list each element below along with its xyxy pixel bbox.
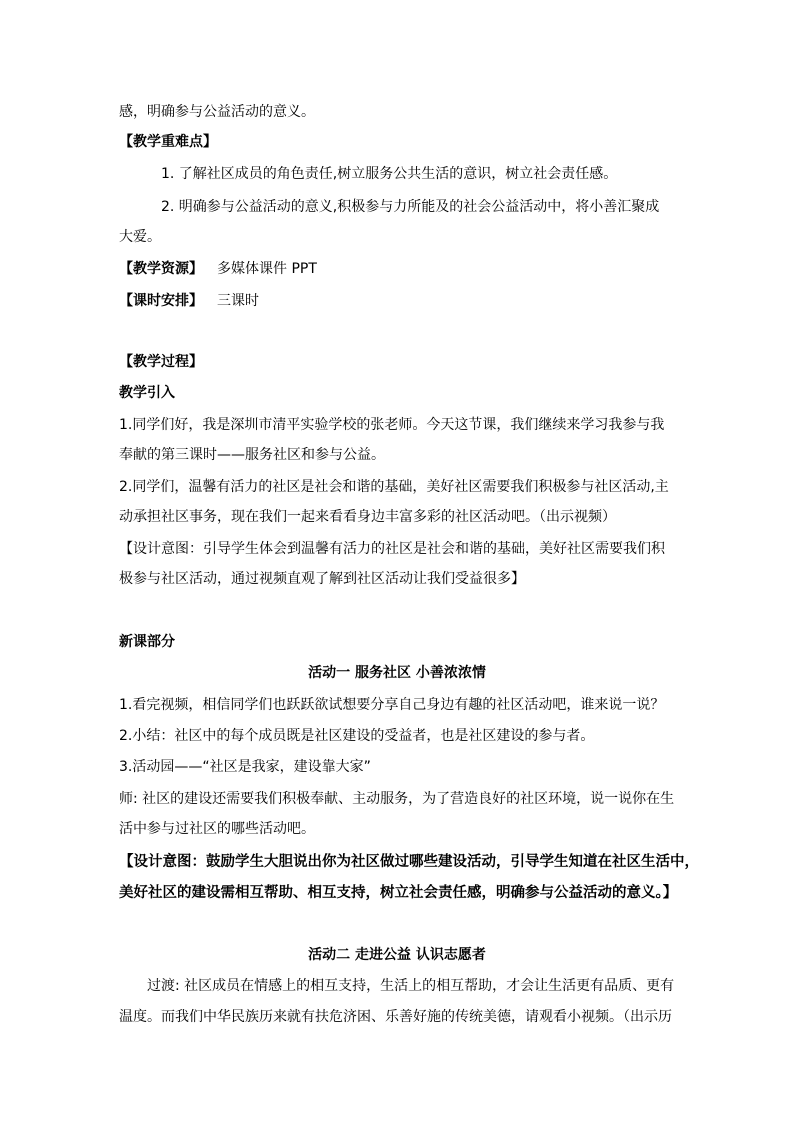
process-p1-line-2: 奉献的第三课时——服务社区和参与公益。 bbox=[119, 447, 385, 463]
design-intent-1-line-1: 【设计意图：引导学生体会到温馨有活力的社区是社会和谐的基础，美好社区需要我们积 bbox=[119, 541, 665, 557]
activity-2-title: 活动二 走进公益 认识志愿者 bbox=[308, 947, 486, 963]
resources-value: 多媒体课件 PPT bbox=[217, 261, 317, 277]
key-points-heading: 【教学重难点】 bbox=[119, 134, 217, 150]
key-point-2-line-2: 大爱。 bbox=[119, 229, 161, 245]
key-point-1: 1. 了解社区成员的角色责任,树立服务公共生活的意识，树立社会责任感。 bbox=[161, 166, 618, 182]
schedule-heading: 【课时安排】 bbox=[119, 293, 203, 309]
activity-1-title: 活动一 服务社区 小善浓浓情 bbox=[308, 665, 486, 681]
process-p1-line-1: 1.同学们好，我是深圳市清平实验学校的张老师。今天这节课，我们继续来学习我参与我 bbox=[119, 417, 665, 433]
process-p2-line-2: 动承担社区事务，现在我们一起来看看身边丰富多彩的社区活动吧。（出示视频） bbox=[119, 509, 616, 525]
activity-1-p3: 3.活动园——“社区是我家，建设靠大家” bbox=[119, 759, 371, 775]
key-point-2-line-1: 2. 明确参与公益活动的意义,积极参与力所能及的社会公益活动中，将小善汇聚成 bbox=[161, 199, 660, 215]
resources-row bbox=[119, 258, 679, 280]
schedule-value: 三课时 bbox=[217, 293, 259, 309]
design-intent-1-line-2: 极参与社区活动，通过视频直观了解到社区活动让我们受益很多】 bbox=[119, 571, 525, 587]
intro-tail: 感，明确参与公益活动的意义。 bbox=[119, 104, 315, 120]
activity-2-p1-line-1: 过渡: 社区成员在情感上的相互支持，生活上的相互帮助，才会让生活更有品质、更有 bbox=[147, 978, 675, 994]
activity-1-p4-line-2: 活中参与过社区的哪些活动吧。 bbox=[119, 821, 315, 837]
activity-1-p2: 2.小结：社区中的每个成员既是社区建设的受益者，也是社区建设的参与者。 bbox=[119, 728, 595, 744]
intro-heading: 教学引入 bbox=[119, 385, 175, 401]
process-heading: 【教学过程】 bbox=[119, 354, 203, 370]
activity-1-p1: 1.看完视频，相信同学们也跃跃欲试想要分享自己身边有趣的社区活动吧，谁来说一说？ bbox=[119, 697, 665, 713]
resources-heading: 【教学资源】 bbox=[119, 261, 203, 277]
activity-1-p4-line-1: 师: 社区的建设还需要我们积极奉献、主动服务，为了营造良好的社区环境，说一说你在生 bbox=[119, 791, 675, 807]
activity-2-p1-line-2: 温度。而我们中华民族历来就有扶危济困、乐善好施的传统美德，请观看小视频。（出示历 bbox=[119, 1009, 672, 1025]
process-p2-line-1: 2.同学们，温馨有活力的社区是社会和谐的基础，美好社区需要我们积极参与社区活动,主 bbox=[119, 479, 669, 495]
design-intent-2-line-1: 【设计意图：鼓励学生大胆说出你为社区做过哪些建设活动，引导学生知道在社区生活中， bbox=[119, 854, 699, 870]
schedule-row bbox=[119, 290, 679, 312]
new-lesson-heading: 新课部分 bbox=[119, 634, 175, 650]
design-intent-2-line-2: 美好社区的建设需相互帮助、相互支持，树立社会责任感，明确参与公益活动的意义。】 bbox=[119, 885, 678, 901]
